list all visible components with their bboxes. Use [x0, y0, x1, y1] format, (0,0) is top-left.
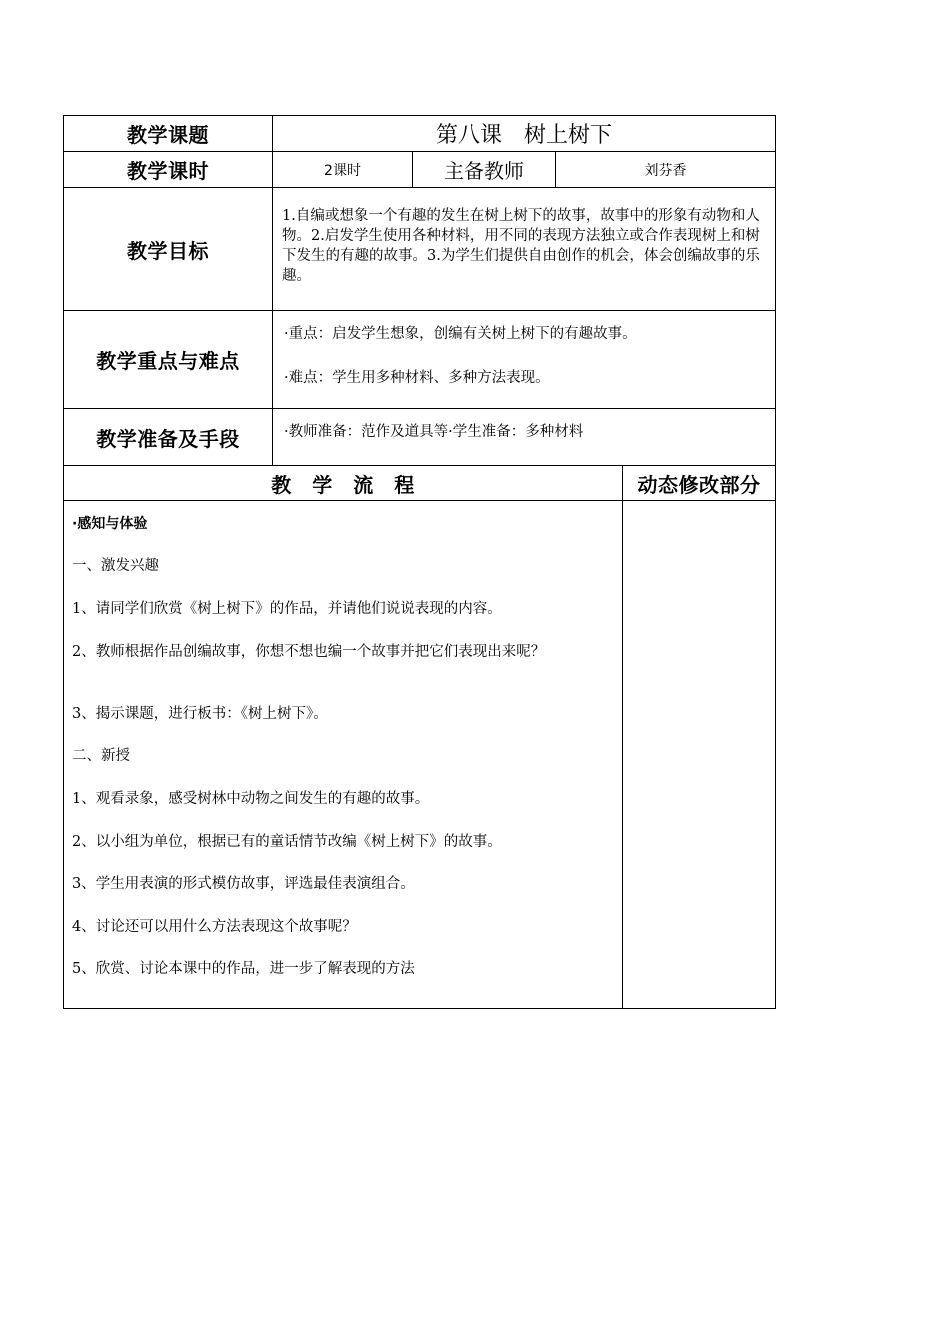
process-line: 4、讨论还可以用什么方法表现这个故事呢？ [72, 919, 357, 935]
difficulty-text: ·难点：学生用多种材料、多种方法表现。 [284, 370, 550, 386]
process-line: 二、新授 [72, 748, 130, 764]
process-line: 1、观看录象，感受树林中动物之间发生的有趣的故事。 [72, 791, 430, 807]
goals-label: 教学目标 [127, 238, 209, 263]
process-line: 2、教师根据作品创编故事，你想不想也编一个故事并把它们表现出来呢？ [72, 644, 546, 660]
table-border-bottom [63, 1008, 776, 1009]
table-border-right [775, 115, 776, 1009]
process-line: 2、以小组为单位，根据已有的童话情节改编《树上树下》的故事。 [72, 834, 502, 850]
topic-value: 第八课 树上树下 [435, 123, 612, 148]
key-points-label: 教学重点与难点 [96, 349, 240, 373]
goals-text: 1.自编或想象一个有趣的发生在树上树下的故事，故事中的形象有动物和人物。2.启发学生使用各种材料，用不同的表现方法独立或合作表现树上和树下发生的有趣的故事。3.为学生们提供自由创作的机会，体会创编故事的乐趣。 [282, 208, 760, 284]
teacher-name: 刘芬香 [644, 162, 687, 179]
process-line: 1、请同学们欣赏《树上树下》的作品，并请他们说说表现的内容。 [72, 601, 502, 617]
process-section-title: ·感知与体验 [72, 516, 148, 532]
process-line: 5、欣赏、讨论本课中的作品，进一步了解表现的方法 [72, 961, 415, 977]
teacher-label: 主备教师 [444, 159, 524, 183]
hours-label: 教学课时 [127, 159, 209, 183]
topic-label: 教学课题 [127, 123, 209, 147]
process-line: 一、激发兴趣 [72, 558, 159, 574]
process-header: 教 学 流 程 [271, 472, 415, 497]
process-line: 3、学生用表演的形式模仿故事，评选最佳表演组合。 [72, 876, 415, 892]
dynamic-edit-header: 动态修改部分 [637, 472, 761, 497]
process-body [64, 501, 622, 1008]
dynamic-edit-area [623, 501, 775, 1008]
prep-label: 教学准备及手段 [96, 426, 240, 451]
process-line: 3、揭示课题，进行板书：《树上树下》。 [72, 706, 328, 722]
key-point-text: ·重点：启发学生想象，创编有关树上树下的有趣故事。 [284, 326, 637, 342]
hours-value: 2课时 [324, 162, 361, 179]
prep-text: ·教师准备：范作及道具等·学生准备：多种材料 [284, 424, 584, 440]
